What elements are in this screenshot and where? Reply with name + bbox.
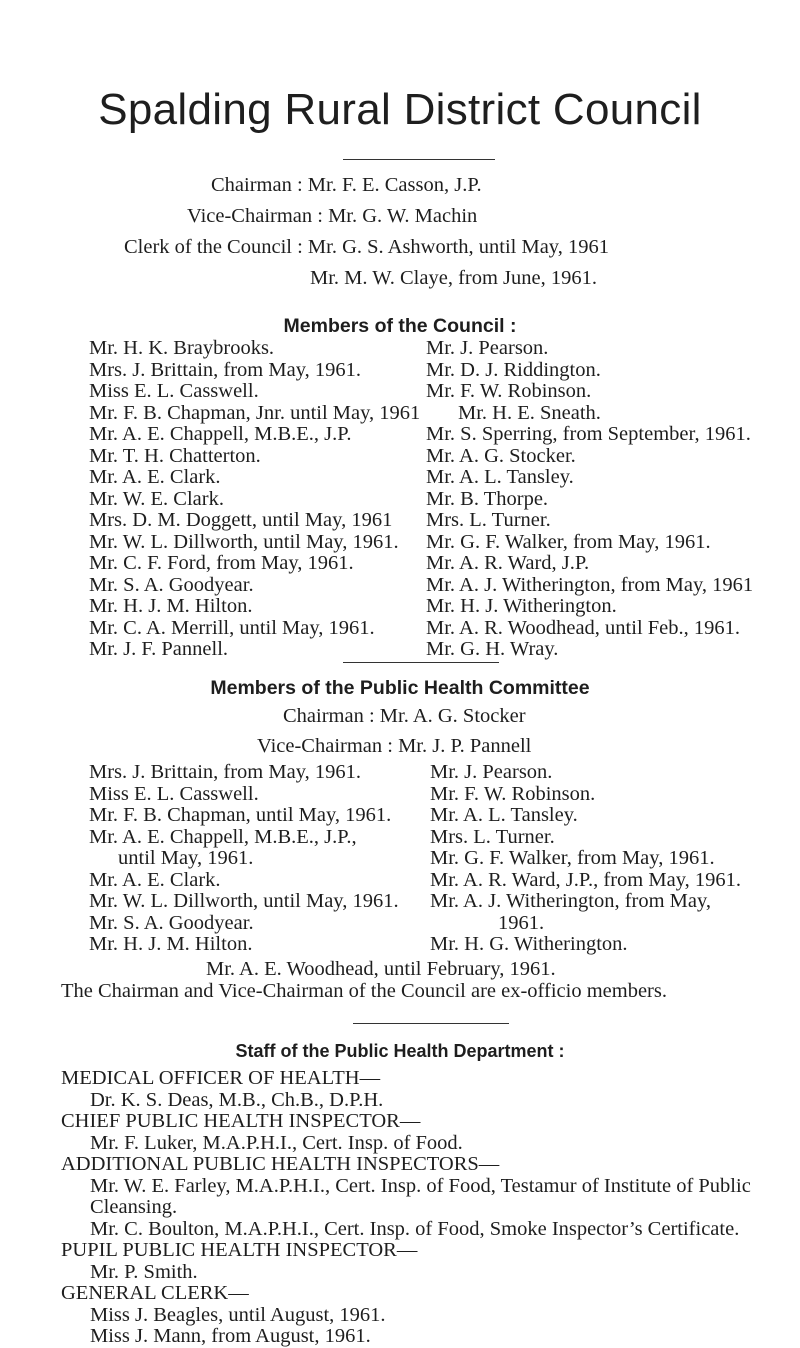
committee-member: Mr. F. W. Robinson.	[430, 782, 596, 805]
council-member: Mr. D. J. Riddington.	[426, 358, 601, 381]
council-member: Mr. A. L. Tansley.	[426, 466, 574, 488]
council-member: Mr. F. B. Chapman, Jnr. until May, 1961	[89, 401, 421, 424]
clerk-successor-line: Mr. M. W. Claye, from June, 1961.	[310, 267, 597, 289]
council-member: Mr. H. K. Braybrooks.	[89, 337, 275, 359]
staff-role-title: ADDITIONAL PUBLIC HEALTH INSPECTORS—	[61, 1153, 500, 1175]
staff-member: Miss J. Beagles, until August, 1961.	[90, 1303, 386, 1326]
committee-member: Mr. A. J. Witherington, from May,	[430, 890, 712, 912]
council-members-right-column	[426, 338, 753, 661]
committee-member: Miss E. L. Casswell.	[89, 782, 259, 805]
council-member: Mrs. J. Brittain, from May, 1961.	[89, 358, 361, 381]
committee-woodhead-line: Mr. A. E. Woodhead, until February, 1961.	[206, 958, 556, 980]
staff-member: Dr. K. S. Deas, M.B., Ch.B., D.P.H.	[90, 1088, 384, 1111]
staff-member: Mr. P. Smith.	[90, 1260, 198, 1283]
council-member: Mr. G. H. Wray.	[426, 638, 559, 660]
council-member: Mr. S. Sperring, from September, 1961.	[426, 423, 751, 445]
council-member: Mr. T. H. Chatterton.	[89, 444, 261, 467]
health-committee-heading: Members of the Public Health Committee	[210, 677, 590, 699]
staff-role-title: GENERAL CLERK—	[61, 1282, 249, 1304]
staff-heading: Staff of the Public Health Department :	[235, 1041, 565, 1061]
council-member: Mr. C. A. Merrill, until May, 1961.	[89, 616, 375, 639]
staff-role-title: CHIEF PUBLIC HEALTH INSPECTOR—	[61, 1110, 421, 1132]
committee-member: Mrs. L. Turner.	[430, 825, 555, 848]
council-member: Mrs. L. Turner.	[426, 509, 551, 531]
council-member: Mr. C. F. Ford, from May, 1961.	[89, 552, 354, 574]
page-title: Spalding Rural District Council	[98, 85, 702, 134]
council-member: Mr. H. J. Witherington.	[426, 595, 617, 617]
committee-member: Mr. H. J. M. Hilton.	[89, 933, 253, 955]
vice-chairman-line: Vice-Chairman : Mr. G. W. Machin	[187, 205, 478, 227]
clerk-line: Clerk of the Council : Mr. G. S. Ashworth, until May, 1961	[124, 236, 609, 258]
council-member: Mr. A. R. Woodhead, until Feb., 1961.	[426, 616, 741, 639]
committee-chairman-line: Chairman : Mr. A. G. Stocker	[283, 705, 526, 727]
divider-council	[343, 662, 499, 663]
staff-list	[61, 1068, 761, 1348]
council-members-left-column	[89, 338, 420, 661]
council-member: Mr. A. R. Ward, J.P.	[426, 552, 590, 574]
council-member: Mr. W. L. Dillworth, until May, 1961.	[89, 530, 399, 553]
staff-member: Mr. W. E. Farley, M.A.P.H.I., Cert. Insp. of Food, Testamur of Institute of Public Cleansing.	[90, 1174, 751, 1218]
committee-member: Mr. S. A. Goodyear.	[89, 911, 254, 934]
council-member: Mrs. D. M. Doggett, until May, 1961	[89, 509, 393, 531]
committee-member: Mr. H. G. Witherington.	[430, 933, 628, 955]
committee-member: Mr. A. E. Chappell, M.B.E., J.P.,	[89, 825, 357, 848]
council-member: Mr. B. Thorpe.	[426, 487, 549, 510]
committee-member: Mr. W. L. Dillworth, until May, 1961.	[89, 890, 399, 912]
council-member: Mr. J. F. Pannell.	[89, 638, 229, 660]
committee-left-column	[89, 762, 399, 956]
divider-top	[343, 159, 495, 160]
committee-member: Mr. A. E. Clark.	[89, 868, 221, 891]
divider-committee	[353, 1023, 509, 1024]
council-member: Mr. J. Pearson.	[426, 337, 549, 359]
council-member: Mr. A. J. Witherington, from May, 1961	[426, 573, 754, 596]
committee-member: Mr. A. L. Tansley.	[430, 804, 578, 826]
committee-right-column	[430, 762, 741, 956]
committee-member: 1961.	[498, 911, 545, 934]
council-member: Mr. H. E. Sneath.	[458, 401, 601, 424]
committee-member: Mr. F. B. Chapman, until May, 1961.	[89, 804, 392, 826]
committee-member: Mr. G. F. Walker, from May, 1961.	[430, 847, 715, 869]
council-members-heading: Members of the Council :	[283, 315, 517, 337]
council-member: Mr. A. G. Stocker.	[426, 444, 576, 467]
committee-member: until May, 1961.	[118, 847, 254, 869]
committee-member: Mrs. J. Brittain, from May, 1961.	[89, 761, 361, 783]
committee-member: Mr. A. R. Ward, J.P., from May, 1961.	[430, 868, 741, 891]
council-member: Mr. H. J. M. Hilton.	[89, 595, 253, 617]
committee-member: Mr. J. Pearson.	[430, 761, 553, 783]
staff-role-title: PUPIL PUBLIC HEALTH INSPECTOR—	[61, 1239, 418, 1261]
ex-officio-note: The Chairman and Vice-Chairman of the Council are ex-officio members.	[61, 980, 667, 1002]
council-member: Mr. A. E. Clark.	[89, 466, 221, 488]
council-member: Miss E. L. Casswell.	[89, 380, 259, 402]
committee-vice-chairman-line: Vice-Chairman : Mr. J. P. Pannell	[257, 735, 532, 757]
council-member: Mr. A. E. Chappell, M.B.E., J.P.	[89, 423, 352, 445]
staff-member: Mr. C. Boulton, M.A.P.H.I., Cert. Insp. of Food, Smoke Inspector’s Certificate.	[90, 1217, 740, 1240]
council-member: Mr. F. W. Robinson.	[426, 380, 592, 402]
staff-member: Mr. F. Luker, M.A.P.H.I., Cert. Insp. of Food.	[90, 1131, 463, 1154]
staff-member: Miss J. Mann, from August, 1961.	[90, 1325, 371, 1347]
council-member: Mr. W. E. Clark.	[89, 487, 224, 510]
chairman-line: Chairman : Mr. F. E. Casson, J.P.	[211, 174, 482, 196]
council-member: Mr. G. F. Walker, from May, 1961.	[426, 530, 711, 553]
council-member: Mr. S. A. Goodyear.	[89, 573, 254, 596]
staff-role-title: MEDICAL OFFICER OF HEALTH—	[61, 1067, 381, 1089]
